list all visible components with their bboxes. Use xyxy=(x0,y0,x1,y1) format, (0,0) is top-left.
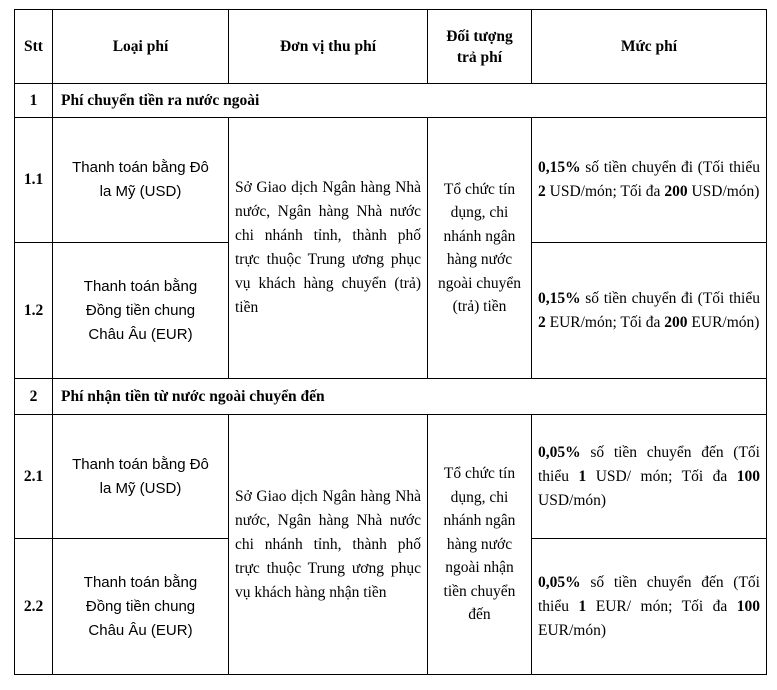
fee-rate: 0,05% xyxy=(538,573,581,591)
header-collector: Đơn vị thu phí xyxy=(229,10,428,84)
fee-rate: 0,05% xyxy=(538,443,581,461)
fee-max: 100 xyxy=(736,467,760,485)
fee-text: EUR/món) xyxy=(687,313,760,331)
header-fee-level: Mức phí xyxy=(532,10,767,84)
fee-text: số tiền chuyển đến (Tối thiểu xyxy=(538,443,760,485)
fee-type-cell: Thanh toán bằng Đồng tiền chung Châu Âu (EUR) xyxy=(53,243,229,379)
fee-max: 200 xyxy=(664,313,688,331)
fee-min: 1 xyxy=(578,467,587,485)
fee-level-cell xyxy=(532,118,767,243)
fee-type-cell: Thanh toán bằng Đô la Mỹ (USD) xyxy=(53,415,229,539)
fee-table xyxy=(14,9,767,675)
fee-min: 1 xyxy=(578,597,587,615)
fee-type-cell: Thanh toán bằng Đô la Mỹ (USD) xyxy=(53,118,229,243)
header-stt: Stt xyxy=(15,10,53,84)
fee-text: USD/món; Tối đa xyxy=(545,183,665,200)
fee-text: số tiền chuyển đi (Tối thiểu xyxy=(580,289,760,307)
fee-type-cell: Thanh toán bằng Đồng tiền chung Châu Âu (EUR) xyxy=(53,539,229,675)
fee-rate: 0,15% xyxy=(538,159,581,176)
header-row xyxy=(15,10,767,84)
fee-text: USD/món) xyxy=(687,183,760,200)
row-number: 1.1 xyxy=(15,118,53,243)
fee-max: 200 xyxy=(664,183,688,200)
section-number: 1 xyxy=(15,84,53,118)
table-row xyxy=(15,118,767,243)
fee-text: USD/món) xyxy=(538,491,607,509)
fee-level-cell xyxy=(532,415,767,539)
fee-min: 2 xyxy=(538,313,546,331)
row-number: 1.2 xyxy=(15,243,53,379)
row-number: 2.1 xyxy=(15,415,53,539)
section-title: Phí nhận tiền từ nước ngoài chuyển đến xyxy=(53,379,767,415)
fee-text: số tiền chuyển đến (Tối thiểu xyxy=(538,573,760,615)
table-row xyxy=(15,415,767,539)
fee-text: EUR/món) xyxy=(538,621,607,639)
payer-cell: Tổ chức tín dụng, chi nhánh ngân hàng nước ngoài nhận tiền chuyển đến xyxy=(428,415,532,675)
section-row xyxy=(15,84,767,118)
fee-level-cell xyxy=(532,243,767,379)
section-number: 2 xyxy=(15,379,53,415)
fee-text: EUR/món; Tối đa xyxy=(545,313,665,331)
fee-rate: 0,15% xyxy=(538,289,581,307)
header-payer: Đối tượng trả phí xyxy=(428,10,532,84)
fee-min: 2 xyxy=(538,183,546,200)
row-number: 2.2 xyxy=(15,539,53,675)
collector-cell: Sở Giao dịch Ngân hàng Nhà nước, Ngân hàng Nhà nước chi nhánh tỉnh, thành phố trực thuộc Trung ương phục vụ khách hàng nhận tiền xyxy=(229,415,428,675)
fee-text: EUR/ món; Tối đa xyxy=(586,597,737,615)
collector-cell: Sở Giao dịch Ngân hàng Nhà nước, Ngân hàng Nhà nước chi nhánh tỉnh, thành phố trực thuộc Trung ương phục vụ khách hàng chuyển (trả) tiền xyxy=(229,118,428,379)
payer-cell: Tổ chức tín dụng, chi nhánh ngân hàng nước ngoài chuyển (trả) tiền xyxy=(428,118,532,379)
fee-text: số tiền chuyển đi (Tối thiểu xyxy=(580,159,760,176)
header-fee-type: Loại phí xyxy=(53,10,229,84)
fee-text: USD/ món; Tối đa xyxy=(586,467,737,485)
fee-max: 100 xyxy=(736,597,761,615)
fee-level-cell xyxy=(532,539,767,675)
section-title: Phí chuyển tiền ra nước ngoài xyxy=(53,84,767,118)
section-row xyxy=(15,379,767,415)
